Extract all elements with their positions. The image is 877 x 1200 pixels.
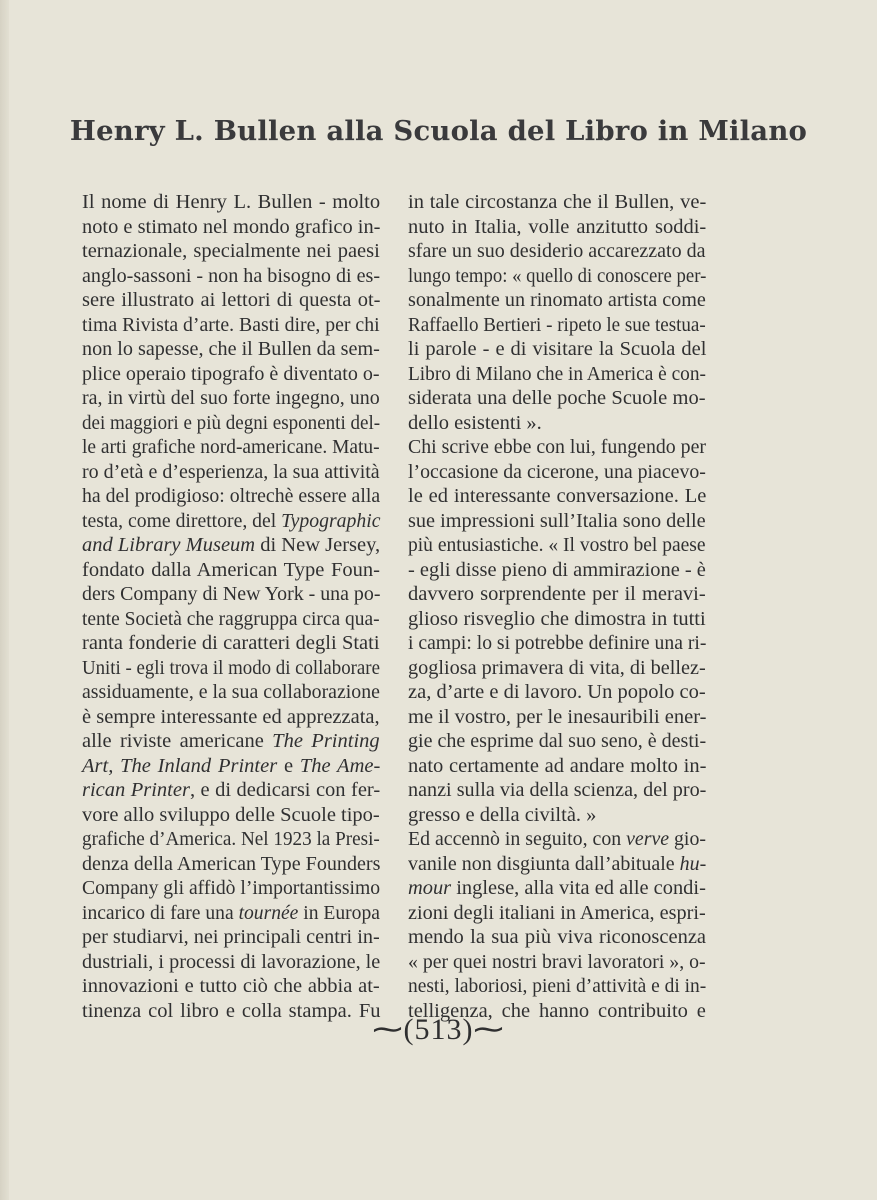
text-line [408,558,705,583]
text-run: gresso e della civiltà. » [408,803,597,826]
text-line [408,313,706,338]
text-line [408,631,707,656]
text-run: incarico di fare una [82,901,239,924]
italic-text-run: rican Printer [82,779,190,801]
text-line [408,215,706,240]
text-line [408,803,706,828]
text-run: dello esistenti ». [408,411,542,434]
text-run: sere illustrato ai lettori di questa ot- [82,289,381,311]
text-run: ro d’età e d’esperienza, la sua attività [82,460,380,483]
text-run: ranta fonderie di caratteri degli Stati [82,632,380,654]
text-line [408,460,706,485]
text-line [408,337,706,362]
text-run: ha del prodigioso: oltrechè essere alla [82,485,381,507]
text-line [82,729,380,754]
text-run: innovazioni e tutto ciò che abbia at- [82,975,380,997]
text-line [82,656,380,681]
text-run: denza della American Type Founders [82,852,381,875]
text-run: anglo-sassoni - non ha bisogno di es- [82,264,381,287]
text-line [408,925,706,950]
italic-text-run: mour [408,877,452,899]
text-line [82,827,380,852]
text-line [82,190,380,215]
text-line [82,558,380,583]
text-line [82,215,379,240]
text-run: ders Company di New York - una po- [82,583,381,605]
text-run: le arti grafiche nord-americane. Matu- [82,436,380,458]
text-line [82,705,380,730]
text-run: Il nome di Henry L. Bullen - molto [82,191,381,213]
text-run: noto e stimato nel mondo grafico in- [82,215,381,238]
text-run: Chi scrive ebbe con lui, fungendo per [408,436,706,458]
article-title: Henry L. Bullen alla Scuola del Libro in Milano [69,115,808,147]
text-line [408,656,706,681]
text-line [408,876,705,901]
text-line [82,435,380,460]
text-line [82,631,380,656]
text-line [408,411,706,436]
text-run: mendo la sua più viva riconoscenza [408,926,707,948]
text-line [82,852,381,877]
text-line [82,876,381,901]
text-line [408,582,706,607]
text-run: alle riviste americane [82,730,273,752]
text-line [408,852,707,877]
text-line [408,901,706,926]
text-run: za, d’arte e di lavoro. Un popolo co- [408,681,706,703]
text-line [408,484,706,509]
text-run: nuto in Italia, volle anzitutto soddi- [408,215,707,238]
text-run: , e di dedicarsi con fer- [189,779,381,801]
text-line [82,754,380,779]
text-line [408,974,707,999]
text-run: plice operaio tipografo è diventato o- [82,362,380,385]
text-run: testa, come direttore, del [82,509,282,532]
text-line [408,239,706,264]
text-run: fondato dalla American Type Foun- [82,558,380,581]
text-run: zioni degli italiani in America, espri- [408,901,706,924]
text-run: « per quei nostri bravi lavoratori », o- [408,950,706,973]
text-line [82,778,380,803]
text-line [408,362,706,387]
italic-text-run: verve [626,828,670,850]
text-run: dei maggiori e più degni esponenti del- [82,411,381,434]
text-line [408,950,706,975]
text-run: in tale circostanza che il Bullen, ve- [408,191,707,213]
text-run: e [277,754,300,777]
text-run: tinenza col libro e colla stampa. Fu [82,999,381,1022]
text-line [82,974,380,999]
text-column-right [408,190,706,1023]
text-line [82,680,380,705]
text-run: siderata una delle poche Scuole mo- [408,387,706,409]
text-run: i campi: lo si potrebbe definire una ri- [408,632,707,654]
text-line [82,901,380,926]
text-run: nesti, laboriosi, pieni d’attività e di in- [408,975,707,997]
text-line [408,386,706,411]
text-run: lungo tempo: « quello di conoscere per- [408,264,707,287]
page-number-ornament-left: ⁓( [372,1013,415,1046]
text-run: sonalmente un rinomato artista come [408,289,706,311]
text-run: me il vostro, per le inesauribili ener- [408,705,707,728]
text-line [82,533,380,558]
text-line [408,729,707,754]
text-run: sue impressioni sull’Italia sono delle [408,509,706,532]
text-line [82,950,381,975]
italic-text-run: The Ame- [299,754,381,777]
text-line [408,435,706,460]
text-line [408,288,706,313]
text-run: davvero sorprendente per il meravi- [408,583,706,605]
page-number-ornament-right: )⁓ [462,1013,505,1046]
text-run: vanile non disgiunta dall’abituale [408,852,680,875]
text-line [408,705,706,730]
text-run: gogliosa primavera di vita, di bellez- [408,656,706,679]
text-run: Raffaello Bertieri - ripeto le sue testua- [408,313,706,336]
text-run: gie che esprime dal suo seno, è desti- [408,730,707,752]
text-line [82,313,380,338]
text-line [82,337,380,362]
text-run: grafiche d’America. Nel 1923 la Presi- [82,828,380,850]
text-run: assiduamente, e la sua collaborazione [82,681,380,703]
text-run: sfare un suo desiderio accarezzato da [408,240,706,262]
text-run: più entusiastiche. « Il vostro bel paese [408,534,706,556]
text-run: glioso risveglio che dimostra in tutti [408,607,706,630]
text-line [82,509,381,534]
text-line [408,754,706,779]
text-line [82,460,380,485]
text-line [82,362,380,387]
text-line [408,190,706,215]
italic-text-run: and Library Museum [82,534,256,556]
text-run: telligenza, che hanno contribuito e [408,999,706,1022]
text-run: li parole - e di visitare la Scuola del [408,338,707,360]
text-line [408,778,707,803]
text-line [82,803,380,828]
italic-text-run: The Printing [272,730,380,752]
text-line [408,607,706,632]
text-run: ternazionale, specialmente nei paesi [82,240,380,262]
italic-text-run: hu- [679,852,707,875]
text-run: dustriali, i processi di lavorazione, le [82,950,381,973]
text-run: nato certamente ad andare molto in- [408,754,707,777]
text-line [82,288,380,313]
page-number-value: 513 [414,1013,463,1046]
text-run: di New Jersey, [255,534,381,556]
text-run: l’occasione da cicerone, una piacevo- [408,460,706,483]
italic-text-run: Art, The Inland Printer [82,754,278,777]
text-run: inglese, alla vita ed alle condi- [451,877,706,899]
text-run: è sempre interessante ed apprezzata, [82,705,380,728]
text-line [82,925,380,950]
italic-text-run: Typographic [281,509,381,532]
text-run: Libro di Milano che in America è con- [408,362,706,385]
text-line [408,680,706,705]
text-line [82,582,381,607]
text-run: nanzi sulla via della scienza, del pro- [408,779,707,801]
text-run: tente Società che raggruppa circa qua- [82,607,380,630]
text-line [82,484,381,509]
text-run: - egli disse pieno di ammirazione - è [408,558,706,581]
text-line [82,411,381,436]
text-line [408,533,706,558]
text-line [82,239,380,264]
text-run: vore allo sviluppo delle Scuole tipo- [82,803,380,826]
text-run: per studiarvi, nei principali centri in- [82,926,380,948]
text-column-left [82,190,380,1023]
text-run: tima Rivista d’arte. Basti dire, per chi [82,313,380,336]
text-run: gio- [669,828,706,850]
italic-text-run: tournée [238,901,299,924]
text-run: Ed accennò in seguito, con [408,828,627,850]
text-line [408,827,706,852]
text-line [408,509,706,534]
text-line [82,386,380,411]
text-run: in Europa [298,901,380,924]
text-line [82,607,380,632]
text-run: non lo sapesse, che il Bullen da sem- [82,338,380,360]
text-line [408,264,707,289]
text-run: le ed interessante conversazione. Le [408,485,707,507]
text-run: Uniti - egli trova il modo di collaborare [82,656,380,679]
text-run: Company gli affidò l’importantissimo [82,877,381,899]
text-line [82,264,381,289]
text-run: ra, in virtù del suo forte ingegno, uno [82,387,380,409]
page-number [0,1012,877,1047]
